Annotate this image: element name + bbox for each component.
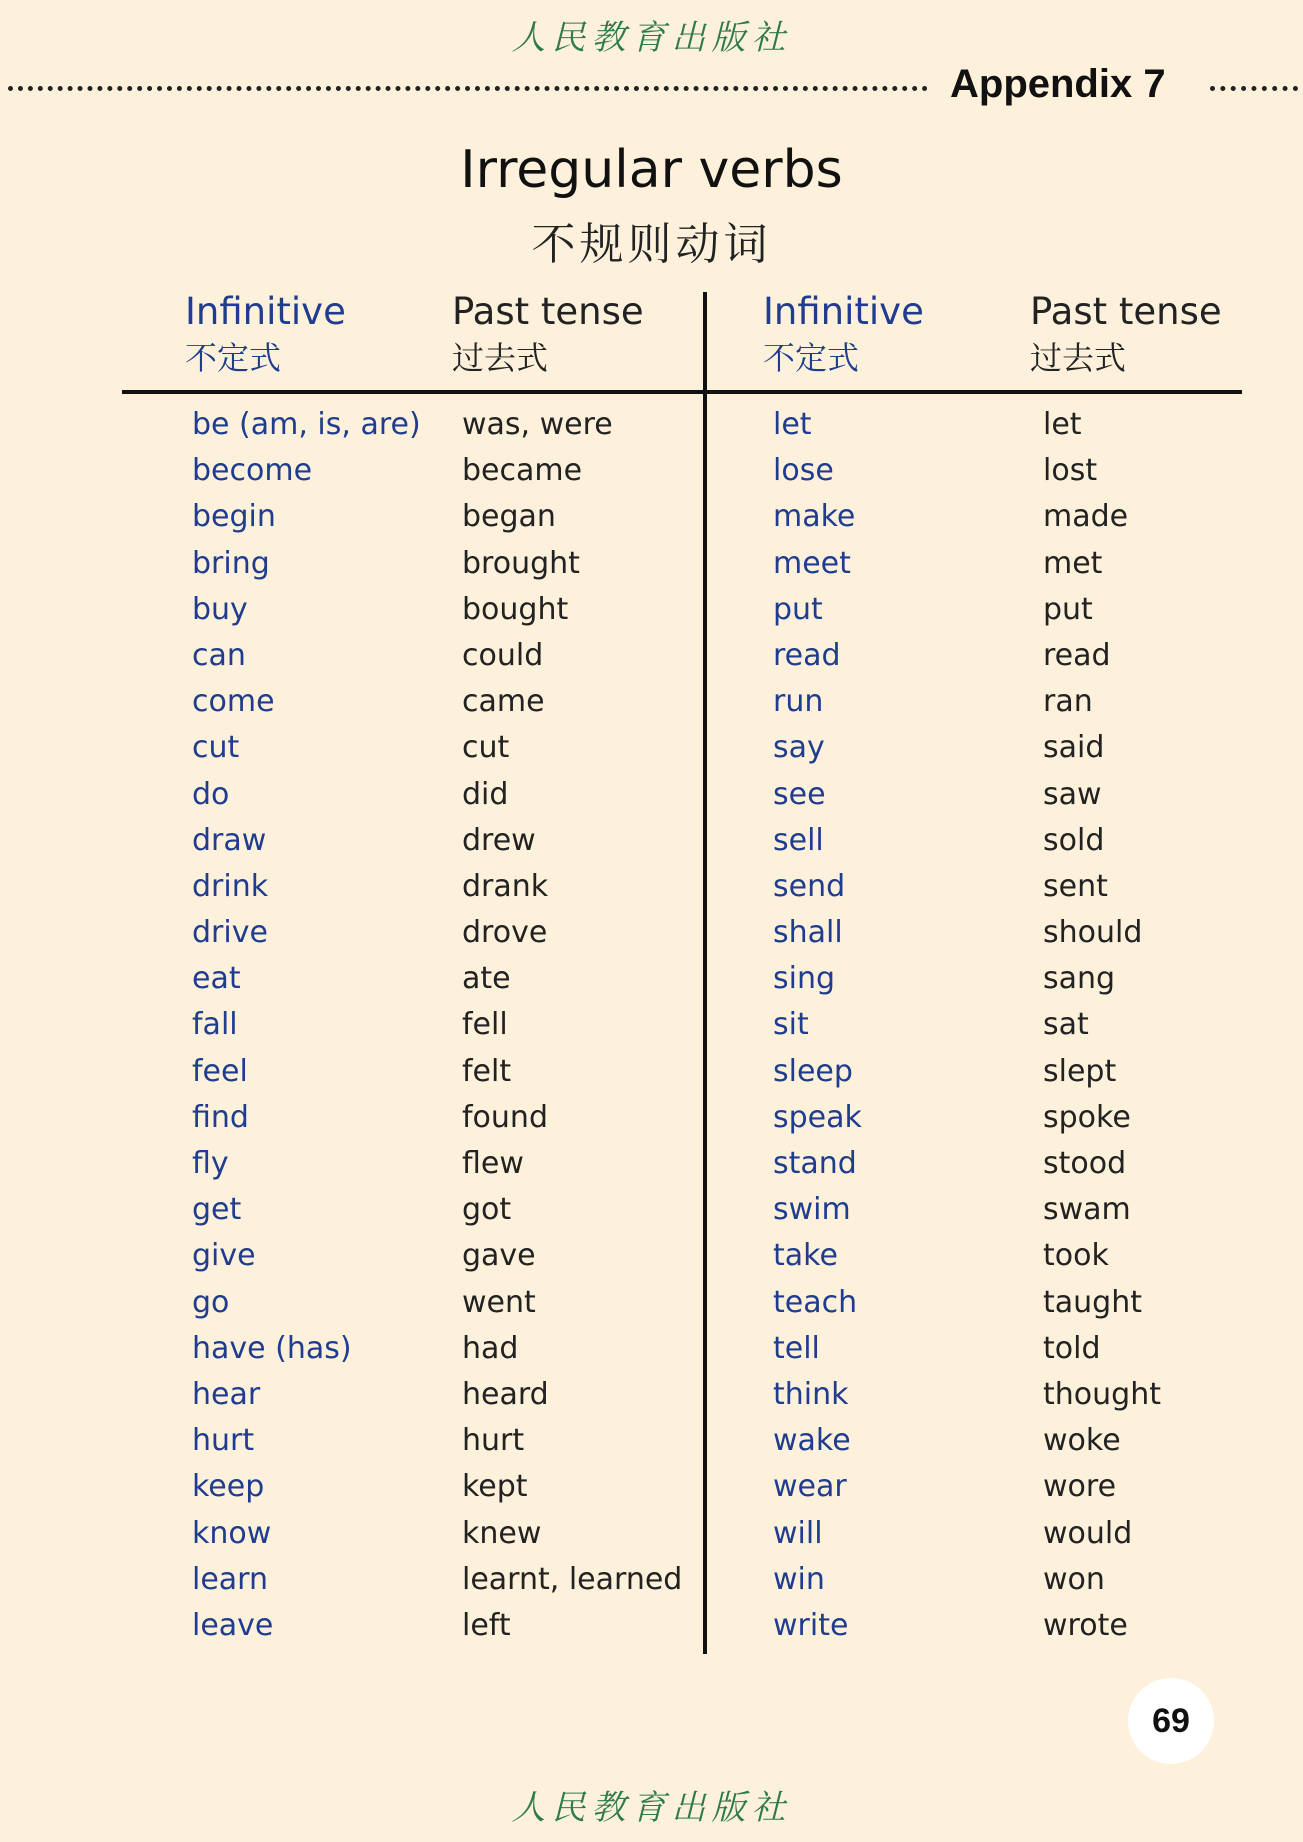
left-past-column <box>462 402 682 1649</box>
verb-cell: lost <box>1043 453 1098 489</box>
header-past-cn: 过去式 <box>452 339 549 377</box>
verb-cell: went <box>462 1284 536 1320</box>
verb-cell: drove <box>462 915 548 951</box>
verb-cell: drank <box>462 868 549 904</box>
header-infinitive-left <box>185 292 346 378</box>
verb-cell: know <box>192 1515 272 1551</box>
verb-cell: wore <box>1043 1469 1117 1505</box>
dotted-rule-left <box>8 86 928 91</box>
verb-cell: kept <box>462 1469 528 1505</box>
verb-cell: buy <box>192 591 248 627</box>
verb-cell: gave <box>462 1238 536 1274</box>
verb-cell: sing <box>773 961 836 997</box>
verb-cell: cut <box>192 730 240 766</box>
verb-cell: met <box>1043 545 1103 581</box>
verb-cell: said <box>1043 730 1105 766</box>
verb-cell: keep <box>192 1469 265 1505</box>
verb-cell: hear <box>192 1376 261 1412</box>
verb-cell: sleep <box>773 1053 853 1089</box>
publisher-logo-top: 人民教育出版社 <box>511 18 792 58</box>
verb-cell: drive <box>192 915 268 951</box>
header-divider <box>122 390 1242 394</box>
verb-cell: would <box>1043 1515 1133 1551</box>
verb-cell: read <box>773 637 841 673</box>
verb-cell: tell <box>773 1330 820 1366</box>
verb-cell: told <box>1043 1330 1101 1366</box>
verb-cell: see <box>773 776 826 812</box>
header-past-cn: 过去式 <box>1030 339 1127 377</box>
column-divider <box>703 292 707 1654</box>
verb-cell: eat <box>192 961 241 997</box>
verb-cell: flew <box>462 1146 524 1181</box>
verb-cell: come <box>192 684 275 720</box>
header-past-label: Past tense <box>1030 290 1222 333</box>
header-infinitive-right <box>763 292 924 378</box>
verb-cell: learn <box>192 1561 268 1597</box>
verb-cell: taught <box>1043 1284 1142 1320</box>
verb-cell: let <box>1043 407 1082 442</box>
verb-cell: shall <box>773 915 843 951</box>
verb-cell: teach <box>773 1284 858 1320</box>
verb-cell: take <box>773 1238 838 1274</box>
verb-cell: speak <box>773 1099 862 1135</box>
verb-cell: began <box>462 499 556 535</box>
right-infinitive-column <box>773 402 862 1649</box>
verb-cell: say <box>773 730 825 766</box>
verb-cell: spoke <box>1043 1099 1131 1135</box>
verb-cell: give <box>192 1238 256 1274</box>
verb-cell: fell <box>462 1007 508 1043</box>
verb-cell: sent <box>1043 868 1108 904</box>
verb-cell: bought <box>462 591 569 627</box>
verb-cell: feel <box>192 1053 248 1089</box>
verb-cell: write <box>773 1607 849 1643</box>
verb-cell: wrote <box>1043 1607 1128 1643</box>
verb-cell: knew <box>462 1515 542 1551</box>
verb-cell: woke <box>1043 1423 1121 1459</box>
verb-cell: begin <box>192 499 276 535</box>
verb-cell: put <box>773 591 823 627</box>
verb-cell: did <box>462 776 509 812</box>
verb-cell: wear <box>773 1469 847 1505</box>
verb-cell: became <box>462 453 583 489</box>
verb-cell: found <box>462 1099 548 1135</box>
verb-cell: stood <box>1043 1146 1127 1181</box>
verb-cell: swim <box>773 1192 851 1228</box>
verb-cell: hurt <box>462 1423 525 1459</box>
verb-cell: sold <box>1043 822 1105 858</box>
verb-cell: meet <box>773 545 851 581</box>
appendix-label: Appendix 7 <box>950 62 1166 106</box>
verb-cell: find <box>192 1099 249 1135</box>
verb-cell: make <box>773 499 856 535</box>
header-past-label: Past tense <box>452 290 644 333</box>
verb-cell: will <box>773 1515 823 1551</box>
verb-cell: can <box>192 637 246 673</box>
verb-cell: made <box>1043 499 1129 535</box>
verb-cell: came <box>462 684 545 720</box>
header-past-right <box>1030 292 1222 378</box>
page-subtitle: 不规则动词 <box>531 219 772 270</box>
verb-cell: run <box>773 684 824 720</box>
left-infinitive-column <box>192 402 421 1649</box>
verb-cell: win <box>773 1561 825 1597</box>
page-number: 69 <box>1128 1678 1214 1764</box>
verb-cell: drew <box>462 822 536 858</box>
verb-cell: think <box>773 1376 849 1412</box>
header-past-left <box>452 292 644 378</box>
verb-cell: cut <box>462 730 510 766</box>
verb-cell: left <box>462 1607 511 1643</box>
verb-cell: fall <box>192 1007 238 1043</box>
verb-cell: send <box>773 868 846 904</box>
verb-cell: sang <box>1043 961 1116 997</box>
header-infinitive-cn: 不定式 <box>763 339 860 377</box>
header-infinitive-cn: 不定式 <box>185 339 282 377</box>
publisher-logo-bottom: 人民教育出版社 <box>511 1788 792 1828</box>
dotted-rule-right <box>1210 86 1298 91</box>
verb-cell: could <box>462 637 544 673</box>
verb-cell: learnt, learned <box>462 1561 683 1597</box>
verb-cell: stand <box>773 1146 857 1181</box>
verb-cell: ate <box>462 961 511 997</box>
verb-cell: sat <box>1043 1007 1089 1043</box>
verb-cell: heard <box>462 1376 549 1412</box>
verb-cell: get <box>192 1192 242 1228</box>
verb-cell: won <box>1043 1561 1105 1597</box>
verb-cell: brought <box>462 545 580 581</box>
verb-cell: felt <box>462 1053 512 1089</box>
verb-cell: saw <box>1043 776 1102 812</box>
verb-cell: drink <box>192 868 269 904</box>
verb-cell: fly <box>192 1146 229 1181</box>
verb-cell: read <box>1043 637 1111 673</box>
verb-cell: should <box>1043 915 1143 951</box>
verb-cell: hurt <box>192 1423 255 1459</box>
header-infinitive-label: Infinitive <box>185 290 346 333</box>
verb-cell: thought <box>1043 1376 1161 1412</box>
verb-cell: do <box>192 776 230 812</box>
verb-cell: let <box>773 407 812 442</box>
verb-cell: got <box>462 1192 512 1228</box>
verb-cell: wake <box>773 1423 851 1459</box>
verb-cell: go <box>192 1284 230 1320</box>
verb-cell: swam <box>1043 1192 1131 1228</box>
header-infinitive-label: Infinitive <box>763 290 924 333</box>
verb-cell: had <box>462 1330 519 1366</box>
verb-cell: draw <box>192 822 267 858</box>
verb-cell: bring <box>192 545 270 581</box>
verb-cell: become <box>192 453 313 489</box>
verb-cell: leave <box>192 1607 274 1643</box>
verb-cell: have (has) <box>192 1330 352 1366</box>
verb-cell: sell <box>773 822 824 858</box>
verb-cell: sit <box>773 1007 809 1043</box>
verb-cell: be (am, is, are) <box>192 407 421 442</box>
right-past-column <box>1043 402 1161 1649</box>
page-title: Irregular verbs <box>460 140 843 200</box>
verb-cell: ran <box>1043 684 1093 720</box>
verb-cell: took <box>1043 1238 1109 1274</box>
verb-cell: was, were <box>462 407 613 442</box>
verb-cell: put <box>1043 591 1093 627</box>
verb-cell: slept <box>1043 1053 1117 1089</box>
verb-cell: lose <box>773 453 834 489</box>
